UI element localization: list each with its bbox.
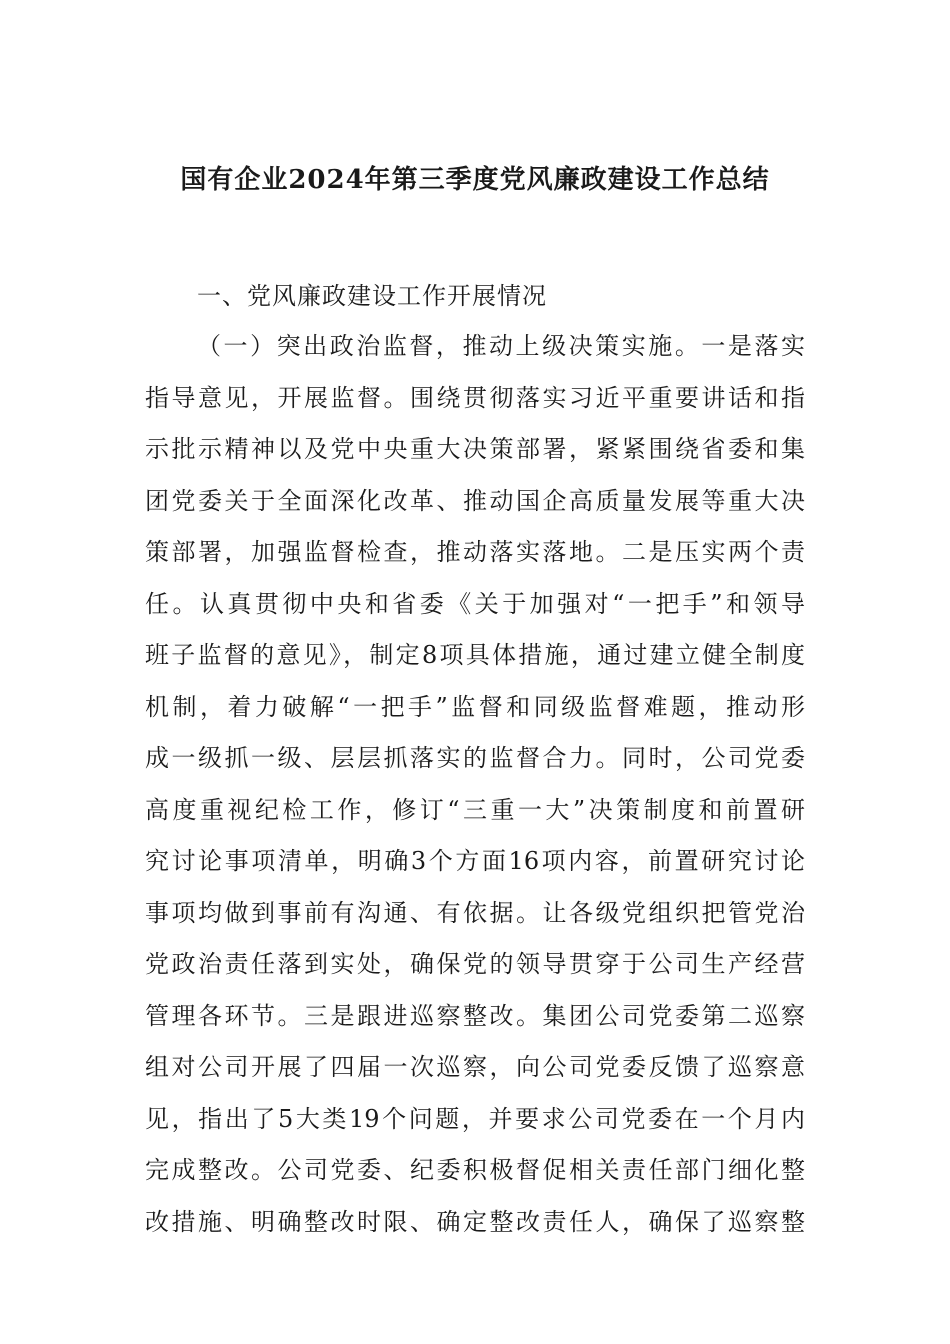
paragraph-body: [145, 326, 805, 1253]
paragraph-line: 示批示精神以及党中央重大决策部署，紧紧围绕省委和集: [145, 435, 805, 463]
paragraph-line: 成一级抓一级、层层抓落实的监督合力。同时，公司党委: [145, 744, 805, 772]
paragraph-line: 组对公司开展了四届一次巡察，向公司党委反馈了巡察意: [145, 1053, 805, 1081]
document-title: 国有企业2024年第三季度党风廉政建设工作总结: [180, 165, 770, 195]
paragraph-line: 事项均做到事前有沟通、有依据。让各级党组织把管党治: [145, 898, 805, 927]
paragraph-line: 指导意见，开展监督。围绕贯彻落实习近平重要讲话和指: [145, 383, 805, 412]
paragraph-line: 团党委关于全面深化改革、推动国企高质量发展等重大决: [145, 486, 805, 515]
paragraph-line: 完成整改。公司党委、纪委积极督促相关责任部门细化整: [145, 1156, 805, 1184]
paragraph-line: 机制，着力破解“一把手”监督和同级监督难题，推动形: [145, 692, 805, 721]
paragraph-line: 管理各环节。三是跟进巡察整改。集团公司党委第二巡察: [145, 1001, 805, 1030]
paragraph-line: 见，指出了5大类19个问题，并要求公司党委在一个月内: [145, 1104, 805, 1133]
paragraph-line: 班子监督的意见》，制定8项具体措施，通过建立健全制度: [145, 641, 805, 669]
section-heading: 一、党风廉政建设工作开展情况: [197, 282, 547, 310]
paragraph-line: 究讨论事项清单，明确3个方面16项内容，前置研究讨论: [145, 847, 805, 875]
paragraph-line: （一）突出政治监督，推动上级决策实施。一是落实: [197, 332, 805, 360]
paragraph-line: 任。认真贯彻中央和省委《关于加强对“一把手”和领导: [145, 589, 805, 618]
paragraph-line: 策部署，加强监督检查，推动落实落地。二是压实两个责: [145, 538, 805, 566]
paragraph-line: 高度重视纪检工作，修订“三重一大”决策制度和前置研: [145, 795, 805, 824]
paragraph-line: 党政治责任落到实处，确保党的领导贯穿于公司生产经营: [145, 950, 805, 978]
paragraph-line: 改措施、明确整改时限、确定整改责任人，确保了巡察整: [145, 1207, 805, 1236]
